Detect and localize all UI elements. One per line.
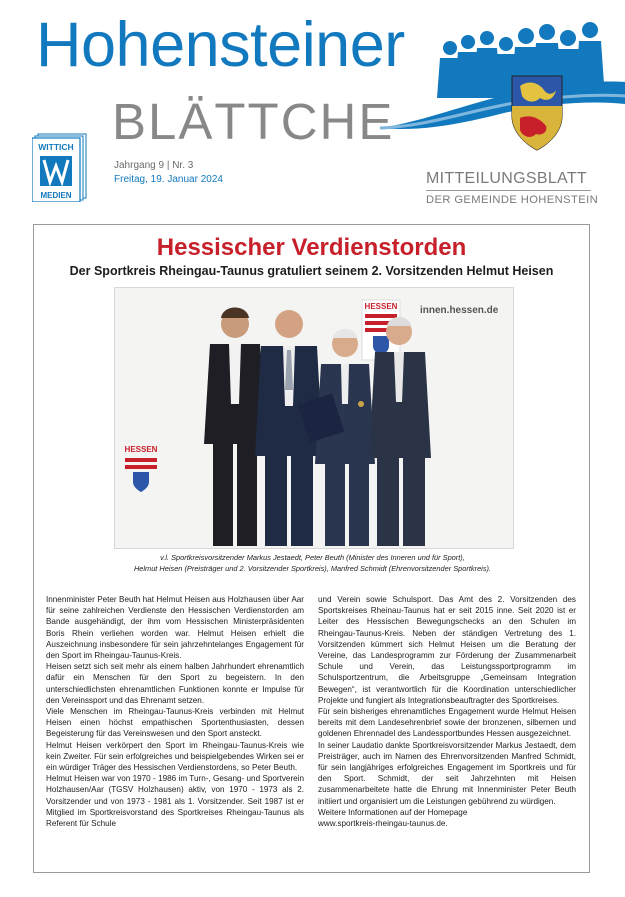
paragraph: Helmut Heisen war von 1970 - 1986 im Turn-, Gesang- und Sportverein Holzhausen/Aar (TGSV Holzhausen) aktiv, von 1970 - 1973 als 2. Vorsitzender und von 1973 - 1981 als 1. Vorsitzender. Seit 1987 ist er Mitglied im Sportkreisvorstand des Sportkreises Rheingau-Taunus als Referent für Schule	[46, 774, 304, 829]
banner-text-top: HESSEN	[364, 302, 398, 311]
publisher-name-bottom: MEDIEN	[40, 191, 72, 200]
publisher-logo	[32, 132, 88, 202]
bulletin-subtitle: DER GEMEINDE HOHENSTEIN	[426, 194, 599, 206]
article-headline: Hessischer Verdienstorden	[156, 234, 467, 261]
bulletin-title: MITTEILUNGSBLATT	[426, 170, 587, 187]
masthead-subtitle: BLÄTTCHE	[112, 93, 395, 150]
paragraph: und Verein sowie Schulsport. Das Amt des 2. Vorsitzenden des Sportskreises Rheinau-Taunus hat er seit 2015 inne. Seit 2020 ist er Leiter des Hessischen Bewegungschecks an den Schulen im Rheingau-Taunus-Kreis. Neben der ständigen Vertretung des 1. Vorsitzenden kümmert sich Helmut Heisen um die Beratung der Vereine, das Landesprogramm zur Förderung der Zusammenarbeit Schule und Verein, das Leistungssportprogramm im Schulsportzentrum, die Arbeitsgruppe „Gemeinsam Integration Bewegen“, ist verantwortlich für die Koordination unterschiedlicher Projekte und fungiert als Integrationsbeauftragter des Sportkreises.	[318, 595, 576, 705]
publisher-name-top: WITTICH	[38, 142, 74, 152]
paragraph: Helmut Heisen verkörpert den Sport im Rheingau-Taunus-Kreis wie kein Zweiter. Für sein erfolgreiches und beispielgebendes Wirken sei er ein würdiger Träger des Hessischen Verdienstordens, so Peter Beuth.	[46, 740, 304, 773]
paragraph: Weitere Informationen auf der Homepage	[318, 807, 468, 817]
homepage-link[interactable]: www.sportkreis-rheingau-taunus.de.	[318, 819, 448, 829]
article-photo	[114, 287, 514, 549]
caption-line-2: Helmut Heisen (Preisträger und 2. Vorsitzender Sportkreis), Manfred Schmidt (Ehrenvorsitzender Sportkreis).	[133, 563, 492, 573]
banner-text-left: HESSEN	[124, 445, 158, 454]
paragraph: Für sein bisheriges ehrenamtliches Engagement wurde Helmut Heisen bereits mit dem Landesehrenbrief sowie der bronzenen, silbernen und goldenen Ehrennadel des Landessportbundes Hessen ausgezeichnet.	[318, 707, 576, 739]
wittich-logo-icon	[32, 132, 88, 202]
issue-number: Jahrgang 9 | Nr. 3	[114, 160, 194, 171]
bulletin-divider	[426, 190, 591, 191]
coat-of-arms-icon	[512, 76, 562, 150]
paragraph: Viele Menschen im Rheingau-Taunus-Kreis verbinden mit Helmut Heisen einen höchst empathischen Sportenthusiasten, dessen Begeisterung für das Vereinswesen und den Sport ansteckt.	[46, 707, 304, 739]
award-ceremony-photo	[115, 288, 513, 548]
photo-caption	[60, 553, 565, 574]
caption-line-1: v.l. Sportkreisvorsitzender Markus Jestaedt, Peter Beuth (Minister des Inneren und für Sport),	[160, 553, 465, 562]
paragraph: Heisen setzt sich seit mehr als einem halben Jahrhundert ehrenamtlich dafür ein Menschen für den Sport zu begeistern. In den unterschiedlichsten ehrenamtlichen Funktionen konnte er Impulse für den Vereinssport und das Ehrenamt setzen.	[46, 662, 304, 705]
article-column-right	[318, 594, 576, 829]
paragraph: Innenminister Peter Beuth hat Helmut Heisen aus Holzhausen über Aar für seine zahlreichen Verdienste den Hessischen Verdienstorden am Bande ausgehändigt, der ihm vom Hessischen Ministerpräsidenten Boris Rhein verliehen worden war. Helmut Heisen erhielt die Auszeichnung insbesondere für sein jahrzehntelanges Engagement für den Sport im Rheingau-Taunus-Kreis.	[46, 595, 304, 661]
paragraph: In seiner Laudatio dankte Sportkreisvorsitzender Markus Jestaedt, dem Preisträger, auch im Namen des Ehrenvorsitzenden Manfred Schmidt, für sein langjähriges erfolgreiches Engagement im Sportkreis und für den Sport. Schmidt, der seit Jahrzehnten mit Heisen zusammenarbeitete hatte die Ehrung mit Innenminister Peter Beuth initiiert und organisiert um die Leistungen gebührend zu würdigen.	[318, 740, 576, 806]
article-subheadline: Der Sportkreis Rheingau-Taunus gratuliert seinem 2. Vorsitzenden Helmut Heisen	[69, 264, 554, 278]
photo-website-text: innen.hessen.de	[420, 305, 499, 316]
issue-date: Freitag, 19. Januar 2024	[114, 174, 223, 185]
masthead-title: Hohensteiner	[36, 10, 405, 80]
article-column-left	[46, 594, 304, 829]
